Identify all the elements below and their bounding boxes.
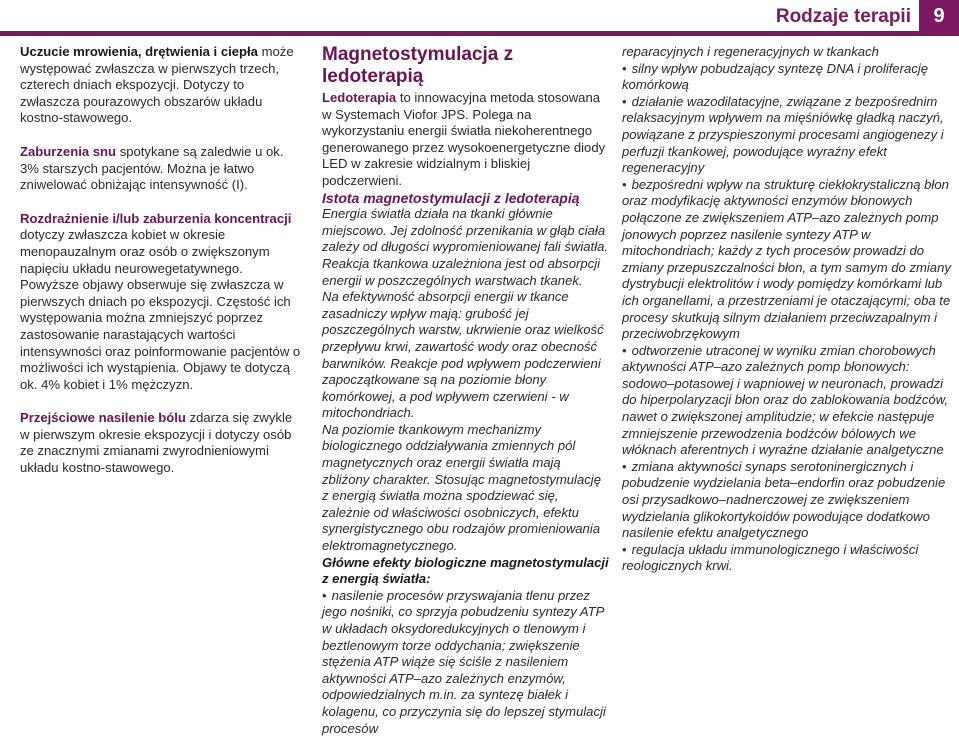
text-sleep: spotykane są zaledwie u ok. 3% starszych pacjentów. Można je łatwo zniwelować obniżając intensywność (I). <box>20 143 284 193</box>
subheading-essence: Istota magnetostymulacji z ledoterapią <box>322 189 580 206</box>
paragraph-sleep <box>20 144 305 194</box>
effects-list <box>322 588 610 737</box>
list-item <box>622 94 952 177</box>
list-item <box>622 61 952 94</box>
term-tingling: Uczucie mrowienia, drętwienia i ciepła <box>20 44 258 59</box>
section-title: Rodzaje terapii <box>775 6 911 27</box>
header-bar <box>0 0 959 33</box>
column-left <box>20 44 305 494</box>
paragraph-essence-1: Energia światła działa na tkanki głównie miejscowo. Jej zdolność przenikania w głąb ciała zależy od długości wypromieniowanej fali światła. Reakcja tkankowa uzależniona jest od absorpcji energii w poszczególnych warstwach tkanek. <box>322 206 609 288</box>
list-item <box>622 459 952 542</box>
list-item <box>622 542 952 575</box>
paragraph-tingling <box>20 44 305 127</box>
column-right <box>622 44 952 575</box>
term-ledotherapy: Ledoterapia <box>322 90 397 105</box>
effect-text: nasilenie procesów przyswajania tlenu przez jego nośniki, co sprzyja pobudzeniu syntezy ATP w układach oksydoredukcyjnych o tlenowym i beztlenowym torze oddychania; zwiększenie stężenia ATP wiąże się ściśle z nasileniem aktywności ATP–azo zależnych enzymów, odpowiedzialnych m.in. za syntezę białek i kolagenu, co przyczynia się do lepszej stymulacji procesów <box>322 587 606 736</box>
paragraph-intro <box>322 90 610 190</box>
column-middle <box>322 44 610 737</box>
effect-text: zmiana aktywności synaps serotoninergicznych i pobudzenie wydzielania beta–endorfin oraz pobudzenie osi przysadkowo–nadnerczowej ze zwiększeniem wydzielania glikokortykoidów powodujące dodatkowo nasilenie efektu analgetycznego <box>622 458 946 541</box>
paragraph-essence-2: Na efektywność absorpcji energii w tkance zasadniczy wpływ mają: grubość jej poszczególnych warstw, ukrwienie oraz wielkość przepływu krwi, zawartość wody oraz obecność barwników. Reakcje pod wpływem podczerwieni zapoczątkowane są na poziomie błony komórkowej, a pod wpływem czerwieni - w mitochondriach. <box>322 289 604 421</box>
page-number: 9 <box>919 0 959 33</box>
text-irritability: dotyczy zwłaszcza kobiet w okresie menopauzalnym oraz osób o zwiększonym napięciu układu neurowegetatywnego. Powyższe objawy obserwuje się zwłaszcza w pierwszych dniach po ekspozycji. Częstość ich występowania można zmniejszyć poprzez zastosowanie narastających wartości intensywności oraz poinformowanie pacjentów o możliwości ich wystąpienia. Objawy te dotyczą ok. 4% kobiet i 1% mężczyzn. <box>20 227 301 392</box>
paragraph-pain <box>20 410 305 476</box>
list-item <box>622 343 952 459</box>
bullet-icon: • <box>622 541 627 557</box>
paragraph-continuation: reparacyjnych i regeneracyjnych w tkankach <box>622 44 879 59</box>
effect-text: silny wpływ pobudzający syntezę DNA i proliferację komórkową <box>622 60 929 93</box>
text-pain: zdarza się zwykle w pierwszym okresie ekspozycji i dotyczy osób ze znacznymi zmianami zwyrodnieniowymi układu kostno-stawowego. <box>20 410 293 476</box>
list-item <box>622 177 952 343</box>
term-pain: Przejściowe nasilenie bólu <box>20 410 186 426</box>
text-intro: to innowacyjna metoda stosowana w Systemach Viofor JPS. Polega na wykorzystaniu energii światła niekoherentnego generowanego przez wysokoenergetyczne diody LED w zakresie widzialnym i bliskiej podczerwieni. <box>322 90 606 188</box>
effect-text: działanie wazodilatacyjne, związane z bezpośrednim relaksacyjnym wpływem na mięśniówkę gładką naczyń, powiązane z przyspieszonymi procesami angiogenezy i perfuzji tkankowej, powodujące wyraźny efekt regeneracyjny <box>622 93 944 176</box>
paragraph-essence-3: Na poziomie tkankowym mechanizmy biologicznego oddziaływania zmiennych pól magnetycznych oraz energii światła mają zbliżony charakter. Stosując magnetostymulację z energią światła można spodziewać się, zależnie od właściwości osobniczych, efektu synergistycznego obu rodzajów promieniowania elektromagnetycznego. <box>322 421 601 554</box>
effects-list-continued <box>622 61 952 575</box>
bullet-icon: • <box>622 93 627 109</box>
paragraph-irritability <box>20 211 305 394</box>
effect-text: bezpośredni wpływ na strukturę ciekłokrystaliczną błon oraz modyfikację aktywności enzymów błonowych połączone ze zwiększeniem ATP–azo zależnych pomp jonowych poprzez nasilenie syntezy ATP w mitochondriach; każdy z tych procesów prowadzi do zmiany przepuszczalności błon, a tym samym do zmiany dystrybucji elektrolitów i wody pomiędzy komórkami lub ich organellami, a przestrzeniami je otaczającymi; oba te procesy skutkują silnym działaniem przeciwzapalnym i przeciwobrzękowym <box>622 176 951 342</box>
term-irritability: Rozdrażnienie i/lub zaburzenia koncentracji <box>20 210 292 226</box>
effect-text: regulacja układu immunologicznego i właściwości reologicznych krwi. <box>622 541 919 574</box>
bullet-icon: • <box>622 342 627 358</box>
header-accent-strip <box>0 31 959 36</box>
bullet-icon: • <box>322 587 327 603</box>
list-item <box>322 588 610 737</box>
section-heading: Magnetostymulacja z ledoterapią <box>322 44 514 87</box>
effect-text: odtworzenie utraconej w wyniku zmian chorobowych aktywności ATP–azo zależnych pomp błonowych: sodowo–potasowej i wapniowej w neuronach, prowadzi do hiperpolaryzacji błon oraz do zablokowania bodźców, nawet o zwiększonej amplitudzie; w efekcie następuje zmniejszenie przewodzenia bodźców bólowych we włóknach aferentnych i wyraźne działanie analgetyczne <box>622 342 949 458</box>
bullet-icon: • <box>622 458 627 474</box>
subheading-effects: Główne efekty biologiczne magnetostymulacji z energią światła: <box>322 554 609 587</box>
bullet-icon: • <box>622 60 627 76</box>
bullet-icon: • <box>622 176 627 192</box>
term-sleep: Zaburzenia snu <box>20 143 117 159</box>
text-tingling: może występować zwłaszcza w pierwszych trzech, czterech dniach ekspozycji. Dotyczy to zwłaszcza pourazowych obszarów układu kostno-stawowego. <box>20 44 294 126</box>
